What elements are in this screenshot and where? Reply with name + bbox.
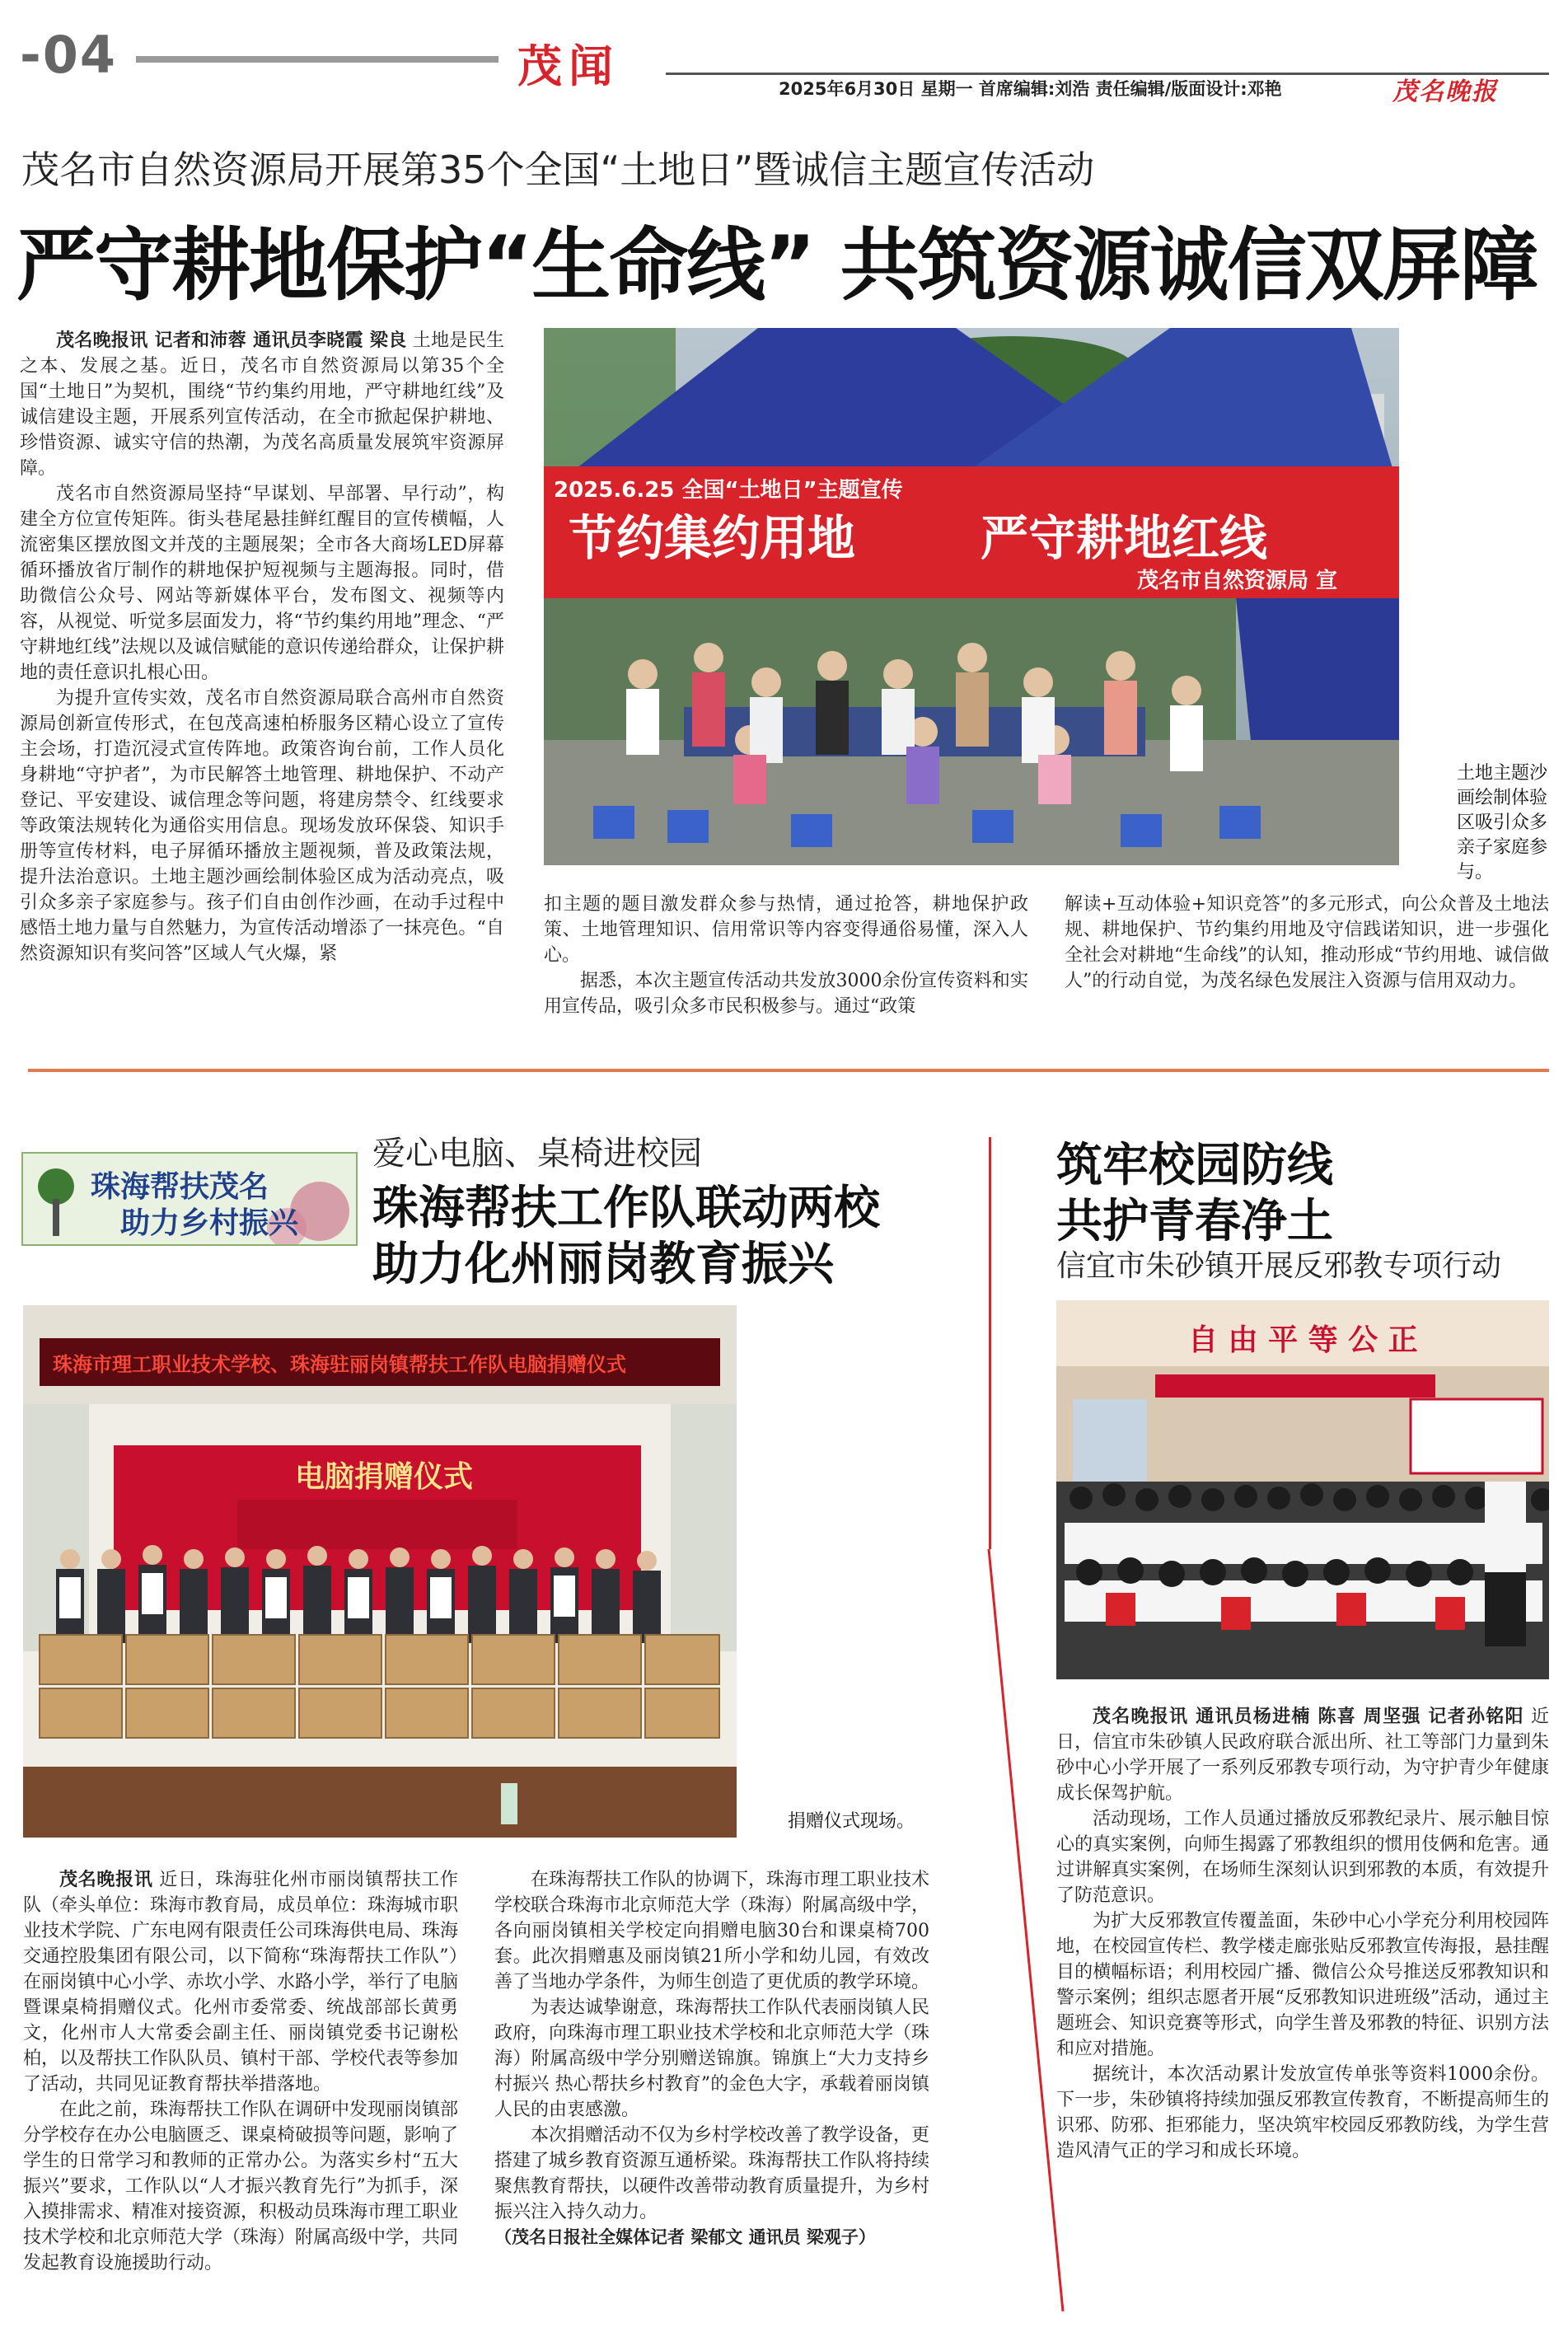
article3-wall-text: 自 由 平 等 公 正: [1188, 1323, 1418, 1357]
article2-p3: 在珠海帮扶工作队的协调下，珠海市理工职业技术学校联合珠海市北京师范大学（珠海）附属高级中学，各向丽岗镇相关学校定向捐赠电脑30台和课桌椅700套。此次捐赠惠及丽岗镇21所小学和幼儿园，有效改善了当地办学条件，为师生创造了更优质的教学环境。: [494, 1870, 929, 1992]
article1-photo-caption: 土地主题沙画绘制体验区吸引众多亲子家庭参与。: [1457, 763, 1548, 883]
article1-byline: 茂名晚报讯 记者和沛蓉 通讯员李晓霞 梁良: [56, 330, 407, 351]
article3-column: [1056, 1704, 1549, 2314]
article3-p2: 活动现场，工作人员通过播放反邪教纪录片、展示触目惊心的真实案例，向师生揭露了邪教组织的惯用伎俩和危害。通过讲解真实案例，在场师生深刻认识到邪教的本质，有效提升了防范意识。: [1056, 1809, 1549, 1906]
article2-column-1: [23, 1867, 458, 2312]
article2-photo: [23, 1305, 737, 1838]
article1-p4b: 解读+互动体验+知识竞答”的多元形式，向公众普及土地法规、耕地保护、节约集约用地及守信践诺知识，进一步强化全社会对耕地“生命线”的认知，推动形成“节约用地、诚信做人”的行动自觉，为茂名绿色发展注入资源与信用双动力。: [1065, 894, 1549, 991]
article2-p1: 近日，珠海驻化州市丽岗镇帮扶工作队（牵头单位：珠海市教育局，成员单位：珠海城市职业技术学院、广东电网有限责任公司珠海供电局、珠海交通控股集团有限公司，以下简称“珠海帮扶工作队”）在丽岗镇中心小学、赤坎小学、水路小学，举行了电脑暨课桌椅捐赠仪式。化州市委常委、统战部部长黄勇文，化州市人大常委会副主任、丽岗镇党委书记谢松柏，以及帮扶工作队队员、镇村干部、学校代表等参加了活动，共同见证教育帮扶举措落地。: [23, 1870, 458, 2095]
article1-p4: 据悉，本次主题宣传活动共发放3000余份宣传资料和实用宣传品，吸引众多市民积极参与。通过“政策: [544, 971, 1028, 1017]
article3-photo: [1056, 1300, 1549, 1679]
article1-column-2: [544, 892, 1028, 1023]
banner-line1: 2025.6.25 全国“土地日”主题宣传: [554, 478, 903, 503]
article2-logo-line1: 珠海帮扶茂名: [91, 1170, 269, 1204]
header-meta: 2025年6月30日 星期一 首席编辑:刘浩 责任编辑/版面设计:邓艳: [779, 79, 1282, 99]
article2-credit: （茂名日报社全媒体记者 梁郁文 通讯员 梁观子）: [494, 2227, 876, 2247]
article2-backdrop-title: 电脑捐赠仪式: [295, 1460, 474, 1494]
article3-subhead: 信宜市朱砂镇开展反邪教专项行动: [1056, 1249, 1502, 1283]
article1-headline: 严守耕地保护“生命线” 共筑资源诚信双屏障: [16, 219, 1538, 311]
page-number: -04: [20, 25, 118, 85]
article2-p4: 为表达诚挚谢意，珠海帮扶工作队代表丽岗镇人民政府，向珠海市理工职业技术学校和北京师范大学（珠海）附属高级中学分别赠送锦旗。锦旗上“大力支持乡村振兴 热心帮扶乡村教育”的金色大字，承载着丽岗镇人民的由衷感激。: [494, 1997, 929, 2120]
section-tag: 茂闻: [517, 40, 620, 92]
article1-photo-illustration: [544, 328, 1399, 865]
article3-p3: 为扩大反邪教宣传覆盖面，朱砂中心小学充分利用校园阵地，在校园宣传栏、教学楼走廊张贴反邪教宣传海报，悬挂醒目的横幅标语；利用校园广播、微信公众号推送反邪教知识和警示案例；组织志愿者开展“反邪教知识进班级”活动，通过主题班会、知识竞赛等形式，向学生普及邪教的特征、识别方法和应对措施。: [1056, 1911, 1549, 2059]
article1-photo: [544, 328, 1399, 865]
article3-headline-line2: 共护青春净土: [1056, 1195, 1333, 1248]
article2-headline-line2: 助力化州丽岗教育振兴: [372, 1238, 834, 1291]
article3-headline-line1: 筑牢校园防线: [1056, 1139, 1333, 1192]
article1-p3b: 扣主题的题目激发群众参与热情，通过抢答，耕地保护政策、土地管理知识、信用常识等内容变得通俗易懂，深入人心。: [544, 894, 1028, 966]
article1-column-3: [1065, 892, 1549, 1023]
article2-photo-illustration: [23, 1305, 737, 1838]
article1-p1: 土地是民生之本、发展之基。近日，茂名市自然资源局以第35个全国“土地日”为契机，围绕“节约集约用地，严守耕地红线”及诚信建设主题，开展系列宣传活动，在全市掀起保护耕地、珍惜资源、诚实守信的热潮，为茂名高质量发展筑牢资源屏障。: [20, 330, 504, 479]
newspaper-logo: 茂名晚报: [1392, 77, 1498, 106]
article2-column-2: [494, 1867, 929, 2312]
article1-column-1: [20, 328, 504, 1024]
banner-line2b: 严守耕地红线: [981, 510, 1268, 566]
article2-p5: 本次捐赠活动不仅为乡村学校改善了教学设备，更搭建了城乡教育资源互通桥梁。珠海帮扶工作队将持续聚焦教育帮扶，以硬件改善带动教育质量提升，为乡村振兴注入持久动力。: [494, 2125, 929, 2222]
article2-byline: 茂名晚报讯: [59, 1870, 153, 1890]
article2-kicker: 爱心电脑、桌椅进校园: [372, 1135, 702, 1173]
article2-led-screen: 珠海市理工职业技术学校、珠海驻丽岗镇帮扶工作队电脑捐赠仪式: [53, 1353, 626, 1376]
banner-line2a: 节约集约用地: [569, 510, 856, 566]
article2-logo-box: [21, 1152, 358, 1246]
article1-p2: 茂名市自然资源局坚持“早谋划、早部署、早行动”，构建全方位宣传矩阵。街头巷尾悬挂鲜红醒目的宣传横幅，人流密集区摆放图文并茂的主题展架；全市各大商场LED屏幕循环播放省厅制作的耕地保护短视频与主题海报。同时，借助微信公众号、网站等新媒体平台，发布图文、视频等内容，从视觉、听觉多层面发力，将“节约集约用地”理念、“严守耕地红线”法规以及诚信赋能的意识传递给群众，让保护耕地的责任意识扎根心田。: [20, 484, 504, 683]
article3-p4: 据统计，本次活动累计发放宣传单张等资料1000余份。下一步，朱砂镇将持续加强反邪教宣传教育，不断提高师生的识邪、防邪、拒邪能力，坚决筑牢校园反邪教防线，为学生营造风清气正的学习和成长环境。: [1056, 2064, 1549, 2161]
article1-kicker: 茂名市自然资源局开展第35个全国“土地日”暨诚信主题宣传活动: [21, 147, 1095, 192]
column-divider: [989, 1137, 991, 1549]
article2-p2: 在此之前，珠海帮扶工作队在调研中发现丽岗镇部分学校存在办公电脑匮乏、课桌椅破损等问题，影响了学生的日常学习和教师的正常办公。为落实乡村“五大振兴”要求，工作队以“人才振兴教育先行”为抓手，深入摸排需求、精准对接资源，积极动员珠海市理工职业技术学校和北京师范大学（珠海）附属高级中学，共同发起教育设施援助行动。: [23, 2100, 458, 2273]
section-divider: [28, 1069, 1549, 1072]
article2-headline-line1: 珠海帮扶工作队联动两校: [372, 1182, 880, 1235]
article2-photo-caption: 捐赠仪式现场。: [788, 1811, 915, 1832]
header-rule: [136, 56, 498, 63]
article3-byline: 茂名晚报讯 通讯员杨进楠 陈喜 周坚强 记者孙铭阳: [1093, 1707, 1524, 1727]
article3-photo-illustration: [1056, 1300, 1549, 1679]
article3-p1: 近日，信宜市朱砂镇人民政府联合派出所、社工等部门力量到朱砂中心小学开展了一系列反邪教专项行动，为守护青少年健康成长保驾护航。: [1056, 1707, 1549, 1804]
article1-p3: 为提升宣传实效，茂名市自然资源局联合高州市自然资源局创新宣传形式，在包茂高速柏桥服务区精心设立了宣传主会场，打造沉浸式宣传阵地。政策咨询台前，工作人员化身耕地“守护者”，为市民解答土地管理、耕地保护、不动产登记、平安建设、诚信理念等问题，将建房禁令、红线要求等政策法规转化为通俗实用信息。现场发放环保袋、知识手册等宣传材料，电子屏循环播放主题视频，普及政策法规，提升法治意识。土地主题沙画绘制体验区成为活动亮点，吸引众多亲子家庭参与。孩子们自由创作沙画，在动手过程中感悟土地力量与自然魅力，为宣传活动增添了一抹亮色。“自然资源知识有奖问答”区域人气火爆，紧: [20, 688, 504, 964]
article2-logo-line2: 助力乡村振兴: [120, 1206, 299, 1240]
banner-line3: 茂名市自然资源局 宣: [1137, 569, 1338, 593]
